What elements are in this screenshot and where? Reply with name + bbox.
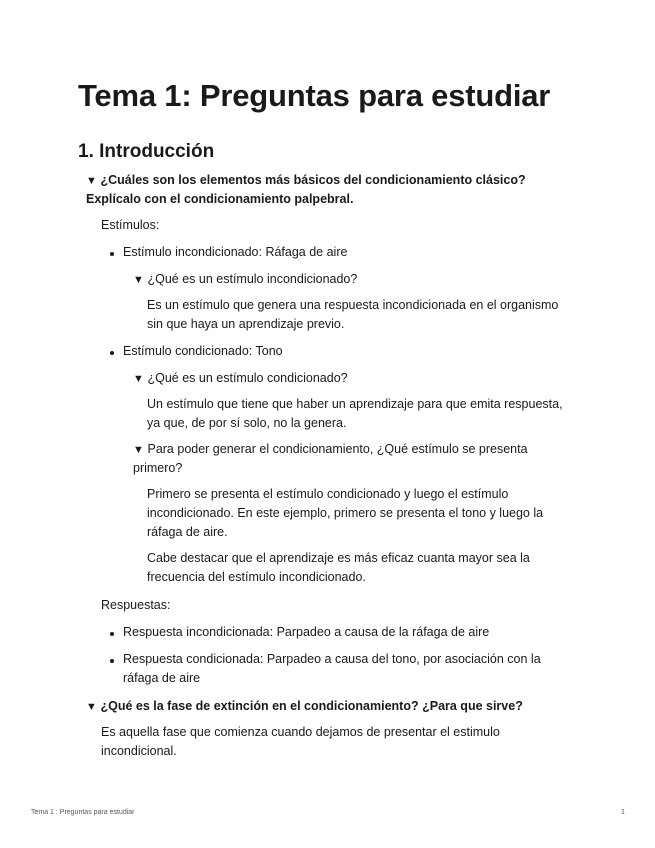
ec-question-2-line-1: Para poder generar el condicionamiento, ¿Qué estímulo se presenta (147, 442, 528, 456)
list-item-rc-line-2: ráfaga de aire (123, 671, 201, 685)
toggle-ei-question[interactable] (133, 270, 357, 291)
ec-answer-2-line-3: ráfaga de aire. (147, 525, 228, 539)
q2-answer-line-2: incondicional. (101, 744, 177, 758)
toggle-triangle-icon[interactable]: ▼ (133, 373, 144, 385)
footer-title: Tema 1 : Preguntas para estudiar (31, 809, 135, 816)
ec-answer-line-2: ya que, de por sí solo, no la genera. (147, 416, 347, 430)
ec-answer-2-line-2: incondicionado. En este ejemplo, primero se presenta el tono y luego la (147, 506, 544, 520)
bullet-dot (110, 252, 114, 256)
bullet-dot (110, 351, 114, 355)
ec-answer-line-1: Un estímulo que tiene que haber un aprendizaje para que emita respuesta, (147, 397, 563, 411)
ei-question-text: ¿Qué es un estímulo incondicionado? (147, 272, 358, 286)
ec-question-2-line-2: primero? (133, 461, 183, 475)
footer-page-number: 1 (621, 809, 625, 816)
ec-note-line-2: frecuencia del estímulo incondicionado. (147, 570, 366, 584)
toggle-ec-question-2[interactable] (133, 440, 528, 461)
ec-question-text: ¿Qué es un estímulo condicionado? (147, 371, 348, 385)
question-1-line-1: ¿Cuáles son los elementos más básicos del condicionamiento clásico? (100, 173, 526, 187)
list-item-ei: Estímulo incondicionado: Ráfaga de aire (123, 245, 348, 259)
toggle-triangle-icon[interactable]: ▼ (86, 175, 97, 187)
ei-answer-line-2: sin que haya un aprendizaje previo. (147, 317, 345, 331)
bullet-dot (110, 632, 114, 636)
list-item-ri: Respuesta incondicionada: Parpadeo a causa de la ráfaga de aire (123, 625, 490, 639)
respuestas-label: Respuestas: (101, 598, 171, 612)
page-title: Tema 1: Preguntas para estudiar (78, 78, 551, 113)
toggle-triangle-icon[interactable]: ▼ (133, 444, 144, 456)
ec-answer-2-line-1: Primero se presenta el estímulo condicionado y luego el estímulo (147, 487, 509, 501)
ei-answer-line-1: Es un estímulo que genera una respuesta incondicionada en el organismo (147, 298, 559, 312)
question-2-text: ¿Qué es la fase de extinción en el condicionamiento? ¿Para que sirve? (100, 699, 523, 713)
toggle-question-1[interactable] (86, 171, 526, 192)
toggle-question-2[interactable] (86, 697, 523, 718)
list-item-rc-line-1: Respuesta condicionada: Parpadeo a causa del tono, por asociación con la (123, 652, 541, 666)
q2-answer-line-1: Es aquella fase que comienza cuando dejamos de presentar el estimulo (101, 725, 500, 739)
question-1-line-2: Explícalo con el condicionamiento palpebral. (86, 192, 354, 206)
toggle-triangle-icon[interactable]: ▼ (86, 701, 97, 713)
toggle-triangle-icon[interactable]: ▼ (133, 274, 144, 286)
toggle-ec-question[interactable] (133, 369, 348, 390)
ec-note-line-1: Cabe destacar que el aprendizaje es más eficaz cuanta mayor sea la (147, 551, 530, 565)
section-heading: 1. Introducción (78, 141, 215, 162)
bullet-dot (110, 659, 114, 663)
list-item-ec: Estímulo condicionado: Tono (123, 344, 283, 358)
estimulos-label: Estímulos: (101, 218, 160, 232)
